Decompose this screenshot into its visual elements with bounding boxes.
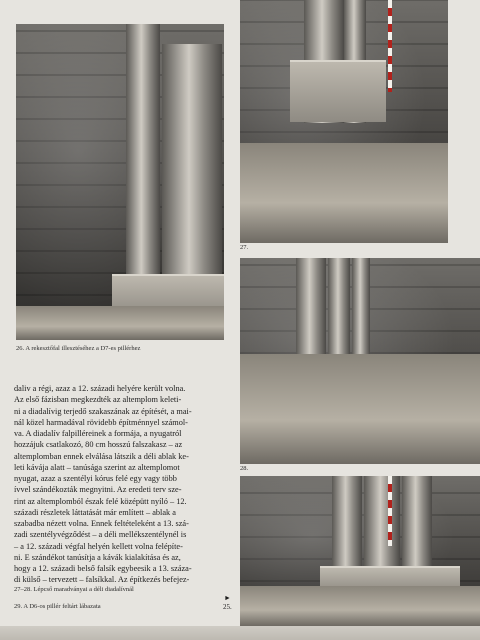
body-line: hogy a 12. századi belső falsík egybeesik a 13. száza- <box>14 564 192 573</box>
body-line: szabadba nézett volna. Ennek feltételeként a 13. szá- <box>14 519 189 528</box>
next-arrow-icon: ► <box>224 594 231 602</box>
body-line: ni a diadalívig terjedő szakaszának az építését, a mai- <box>14 406 192 416</box>
body-line: leti kávája alatt – tanúsága szerint az altemplomot <box>14 462 180 472</box>
caption-28: 28. <box>240 465 249 472</box>
body-line: va. A diadalív falpilléreinek a formája, a nyugatról <box>14 429 182 438</box>
caption-27: 27. <box>240 244 249 251</box>
column <box>328 258 350 354</box>
body-line: ívvel szándékozták megnyitni. Az eredeti terv sze- <box>14 485 182 495</box>
column <box>296 258 326 354</box>
body-line: századi részletek láttatását már említett – ablak a <box>14 507 176 517</box>
legend-27-28: 27–28. Lépcső maradványai a déli diadalívnál <box>14 586 134 593</box>
floor <box>240 143 448 243</box>
photo-27 <box>240 0 448 243</box>
photo-29 <box>240 476 480 626</box>
body-line: hozzájuk csatlakozó, 80 cm hosszú falszakasz – az <box>14 440 183 450</box>
body-line: daliv a régi, azaz a 12. századi helyére került volna. <box>14 384 186 393</box>
body-line: – a 12. századi végfal helyén kellett volna felépíte- <box>14 541 183 551</box>
measuring-rod <box>388 0 392 92</box>
page-bottom-strip <box>0 626 480 640</box>
body-line: nál közel harmadával rövidebb építménnyel számol- <box>14 417 188 427</box>
column <box>352 258 370 354</box>
body-line: nyugat, azaz a szentélyi kórus felé egy vagy több <box>14 474 177 483</box>
body-line: ni. E szándékot tanúsítja a kávák kialakítása és az, <box>14 552 181 562</box>
floor <box>240 354 480 464</box>
legend-29: 29. A D6-os pillér feltárt lábazata <box>14 603 101 610</box>
body-line: Az első fázisban megkezdték az altemplom keleti- <box>14 395 182 405</box>
caption-26: 26. A rekesztőfal illesztéséhez a D7-es pillérhez <box>16 345 141 352</box>
column-base <box>290 60 386 122</box>
photo-26 <box>16 24 224 340</box>
floor <box>16 306 224 340</box>
photo-28 <box>240 258 480 464</box>
body-line: altemplomban ennek elválása látszik a déli ablak ke- <box>14 451 189 461</box>
floor <box>240 586 480 626</box>
body-line: zadi szentélyvégződést – a déli mellékszentélynél is <box>14 530 187 540</box>
measuring-rod <box>388 476 392 546</box>
page-number: 25. <box>223 603 232 611</box>
body-line: di külső – tervezett – falsíkkal. Az építkezés befejez- <box>14 575 190 585</box>
body-text <box>14 383 230 586</box>
body-line: rint az altemplomból észak felé középütt nyíló – 12. <box>14 496 187 506</box>
